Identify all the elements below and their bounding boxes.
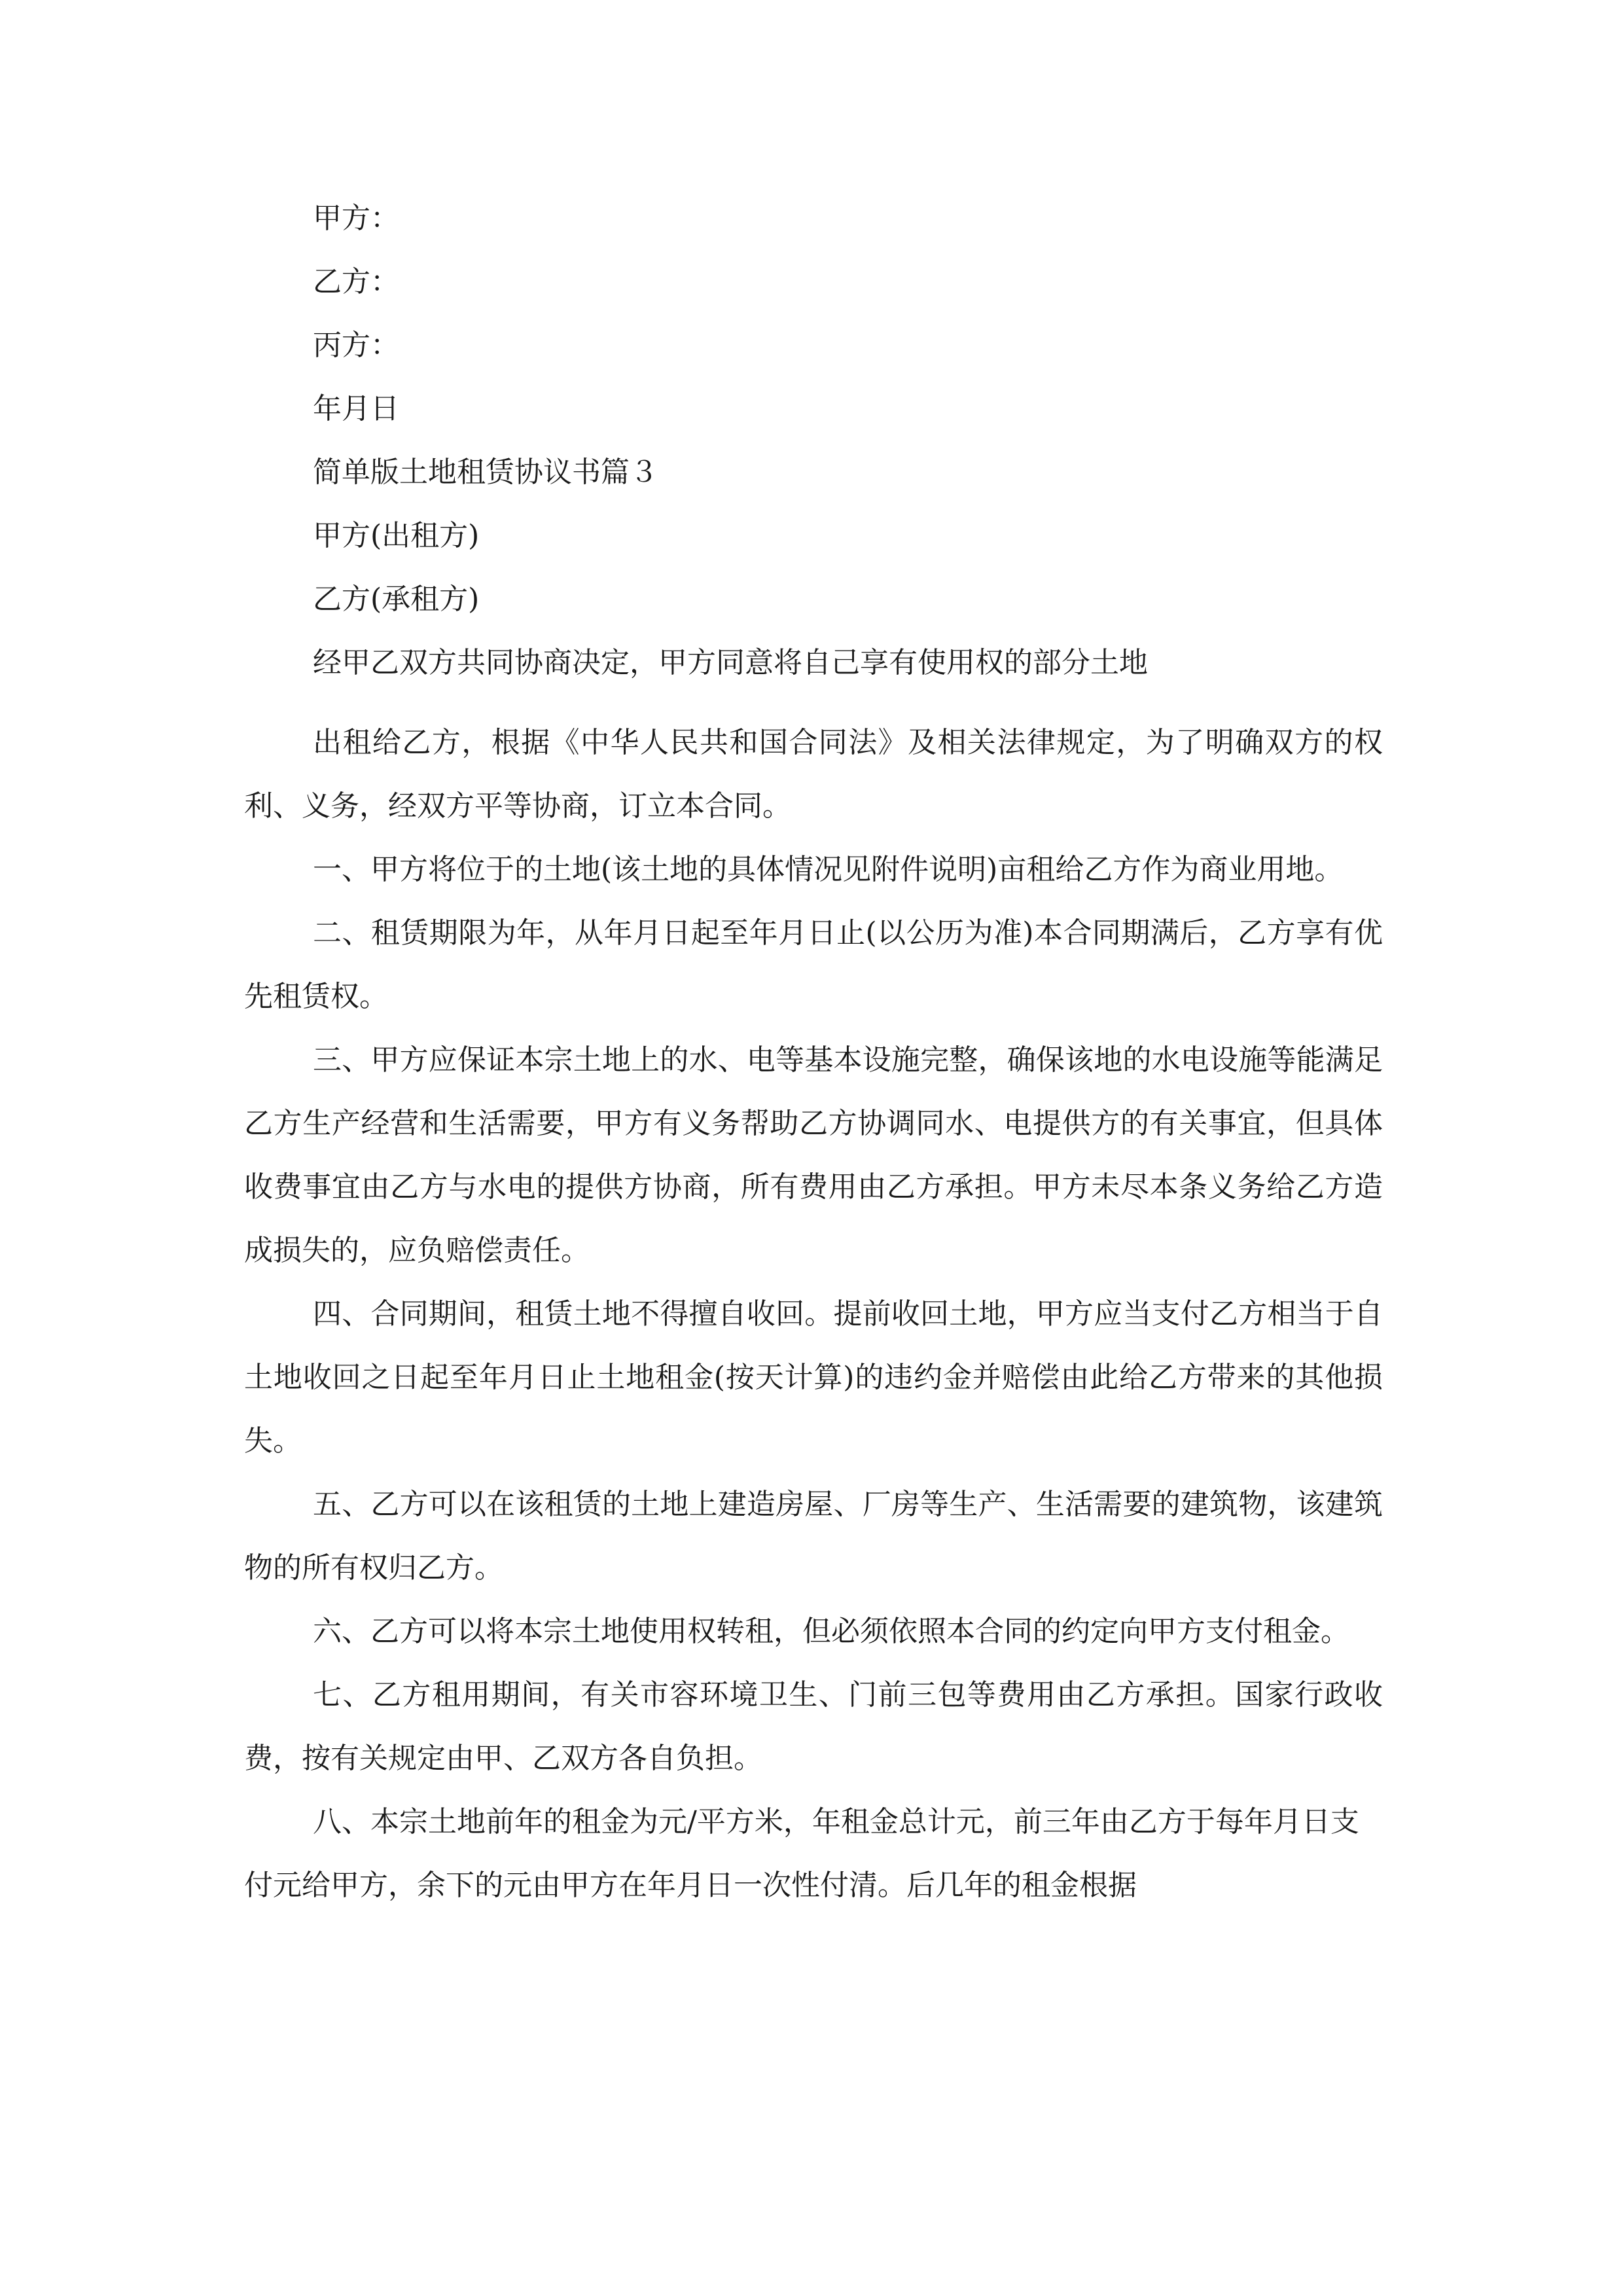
signature-party-c: 丙方： <box>313 329 399 362</box>
clause-1: 一、甲方将位于的土地(该土地的具体情况见附件说明)亩租给乙方作为商业用地。 <box>313 853 1344 886</box>
clause-8: 八、本宗土地前年的租金为元/平方米，年租金总计元，前三年由乙方于每年月日支付元给甲方，余下的元由甲方在年月日一次性付清。后几年的租金根据 <box>244 1805 1359 1902</box>
intro-paragraph: 出租给乙方，根据《中华人民共和国合同法》及相关法律规定，为了明确双方的权利、义务，经双方平等协商，订立本合同。 <box>244 726 1383 823</box>
clause-7: 七、乙方租用期间，有关市容环境卫生、门前三包等费用由乙方承担。国家行政收费，按有关规定由甲、乙双方各自负担。 <box>244 1678 1383 1775</box>
intro-line-1: 经甲乙双方共同协商决定，甲方同意将自己享有使用权的部分土地 <box>313 646 1148 679</box>
party-lessee: 乙方(承租方) <box>313 583 480 616</box>
clause-4: 四、合同期间，租赁土地不得擅自收回。提前收回土地，甲方应当支付乙方相当于自土地收回之日起至年月日止土地租金(按天计算)的违约金并赔偿由此给乙方带来的其他损失。 <box>244 1297 1383 1458</box>
clause-5: 五、乙方可以在该租赁的土地上建造房屋、厂房等生产、生活需要的建筑物，该建筑物的所有权归乙方。 <box>244 1488 1383 1585</box>
section-title: 简单版土地租赁协议书篇３ <box>313 456 658 489</box>
signature-party-a: 甲方： <box>313 202 399 235</box>
party-lessor: 甲方(出租方) <box>313 519 480 552</box>
clause-6: 六、乙方可以将本宗土地使用权转租，但必须依照本合同的约定向甲方支付租金。 <box>313 1615 1349 1648</box>
signature-date: 年月日 <box>313 392 399 425</box>
clause-3: 三、甲方应保证本宗土地上的水、电等基本设施完整，确保该地的水电设施等能满足乙方生产经营和生活需要，甲方有义务帮助乙方协调同水、电提供方的有关事宜，但具体收费事宜由乙方与水电的提供方协商，所有费用由乙方承担。甲方未尽本条义务给乙方造成损失的，应负赔偿责任。 <box>244 1043 1383 1267</box>
document-body <box>244 203 1383 1917</box>
signature-party-b: 乙方： <box>313 265 399 298</box>
clause-2: 二、租赁期限为年，从年月日起至年月日止(以公历为准)本合同期满后，乙方享有优先租赁权。 <box>244 916 1383 1013</box>
